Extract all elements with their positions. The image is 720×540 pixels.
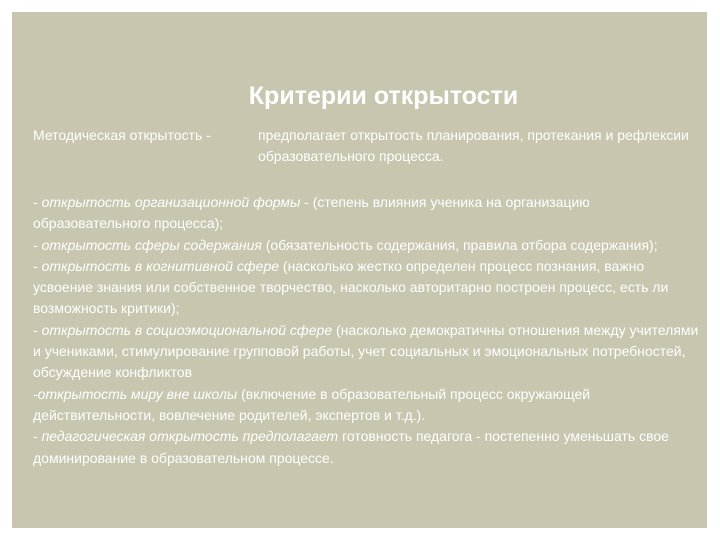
item-text: (включение в образовательный процесс окружающей действительности, вовлечение родителей, экспертов и т.д.). [33,385,591,423]
item-prefix: - [33,321,42,338]
criteria-list [33,192,701,469]
item-emphasis: открытость в социоэмоциональной сфере [41,321,333,338]
item-text: (обязательность содержания, правила отбора содержания); [261,236,658,253]
definition-term: Методическая открытость - [33,127,211,143]
item-text: (насколько демократичны отношения между учителями и учениками, стимулирование групповой работы, учет социальных и эмоциональных потребностей, обсуждение конфликтов [33,321,699,381]
item-emphasis: открытость в когнитивной сфере [41,257,280,274]
list-item [33,320,701,384]
item-prefix: - [33,194,42,210]
item-text: готовность педагога - постепенно уменьшать свое доминирование в образовательном процессе. [33,428,669,466]
item-prefix: - [33,385,38,402]
item-prefix: - [33,236,42,253]
slide-title: Критерии открытости [248,82,519,110]
list-item [33,256,701,320]
item-emphasis: открытость организационной формы [41,194,301,210]
item-text: - (степень влияния ученика на организацию образовательного процесса); [33,194,590,232]
list-item [33,235,701,256]
definition-text: предполагает открытость планирования, протекания и рефлексии образовательного процесса. [258,127,689,164]
item-emphasis: открытость миру вне школы [37,385,238,402]
item-prefix: - [33,428,42,445]
list-item [33,384,701,427]
item-emphasis: педагогическая открытость предполагает [41,428,339,445]
slide [12,12,707,528]
item-text: (насколько жестко определен процесс познания, важно усвоение знания или собственное творчество, насколько авторитарно построен процесс, есть ли возможность критики); [33,257,669,317]
item-prefix: - [33,257,42,274]
list-item [33,192,701,235]
item-emphasis: открытость сферы содержания [41,236,262,253]
list-item [33,426,701,469]
